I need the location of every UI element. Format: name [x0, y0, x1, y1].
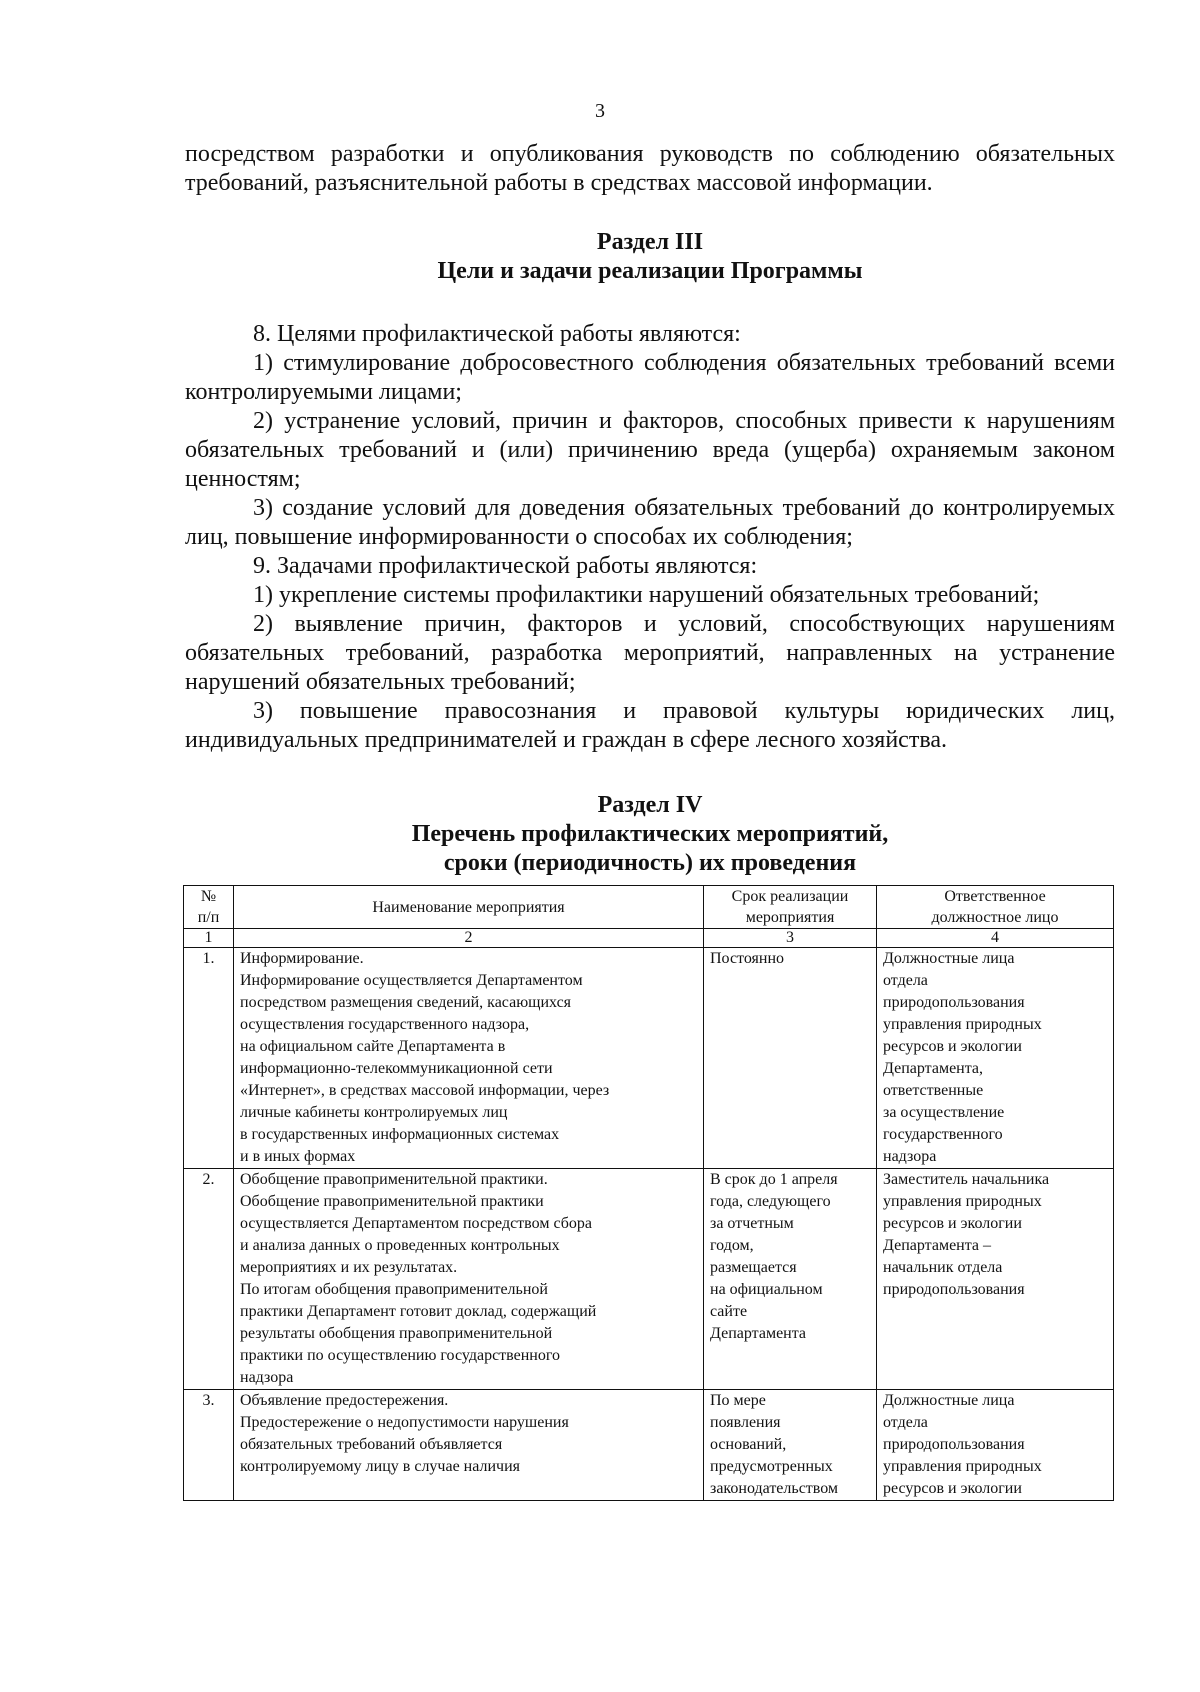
measure-responsible-line: ресурсов и экологии	[883, 1480, 1022, 1497]
measure-responsible-line: Заместитель начальника	[883, 1171, 1050, 1188]
table-row	[184, 948, 1114, 1169]
measure-name-line: информационно-телекоммуникационной сети	[240, 1060, 553, 1077]
measure-name-line: практики по осуществлению государственного	[240, 1347, 561, 1364]
measure-responsible-line: ответственные	[883, 1082, 984, 1099]
measure-term-line: сайте	[710, 1303, 748, 1320]
column-number: 4	[877, 929, 1114, 948]
measure-name-line: в государственных информационных системах	[240, 1126, 560, 1143]
measure-term	[704, 948, 877, 1169]
measure-name-line: По итогам обобщения правоприменительной	[240, 1281, 548, 1298]
measure-responsible-line: управления природных	[883, 1193, 1042, 1210]
measure-name-line: посредством размещения сведений, касающихся	[240, 994, 572, 1011]
section-4-title-line-2: сроки (периодичность) их проведения	[443, 850, 857, 876]
measure-name-line: на официальном сайте Департамента в	[240, 1038, 506, 1055]
measure-name-line: личные кабинеты контролируемых лиц	[240, 1104, 508, 1121]
table-row	[184, 1169, 1114, 1390]
measure-responsible-line: Департамента –	[883, 1237, 992, 1254]
column-number: 3	[704, 929, 877, 948]
measure-name-line: Объявление предостережения.	[240, 1392, 449, 1409]
measure-responsible-line: государственного	[883, 1126, 1003, 1143]
measure-responsible-line: начальник отдела	[883, 1259, 1003, 1276]
header-responsible: Ответственное должностное лицо	[877, 886, 1114, 929]
measure-responsible-line: надзора	[883, 1148, 937, 1165]
section-4-header	[185, 791, 1115, 878]
row-number: 3.	[184, 1390, 234, 1501]
measure-name-line: Информирование.	[240, 950, 364, 967]
document-body	[185, 140, 1115, 910]
measure-name-line: «Интернет», в средствах массовой информации, через	[240, 1082, 610, 1099]
measure-term-line: на официальном	[710, 1281, 823, 1298]
measure-name-line: Информирование осуществляется Департаментом	[240, 972, 583, 989]
paragraph-9: 9. Задачами профилактической работы являются:	[253, 553, 758, 579]
header-name: Наименование мероприятия	[234, 886, 704, 929]
table-header-row	[184, 886, 1114, 929]
measure-term-line: появления	[710, 1414, 781, 1431]
intro-line-1: посредством разработки и опубликования руководств по соблюдению обязательных	[185, 141, 1115, 167]
measure-term	[704, 1169, 877, 1390]
measure-term-line: оснований,	[710, 1436, 787, 1453]
section-4-title-line-1: Перечень профилактических мероприятий,	[411, 821, 889, 847]
measure-name-line: Предостережение о недопустимости нарушения	[240, 1414, 569, 1431]
measure-term-line: законодательством	[710, 1480, 839, 1497]
intro-line-2: требований, разъяснительной работы в средствах массовой информации.	[185, 170, 933, 196]
section-4-heading: Раздел IV	[597, 792, 703, 818]
paragraph-8: 8. Целями профилактической работы являются:	[253, 321, 741, 347]
measure-term-line: за отчетным	[710, 1215, 794, 1232]
row-number: 2.	[184, 1169, 234, 1390]
measure-responsible-line: Должностные лица	[883, 1392, 1015, 1409]
measure-responsible-line: Должностные лица	[883, 950, 1015, 967]
measure-name-line: Обобщение правоприменительной практики.	[240, 1171, 548, 1188]
header-num: № п/п	[184, 886, 234, 929]
measure-term-line: года, следующего	[710, 1193, 831, 1210]
section-3-header	[185, 228, 1115, 286]
column-number: 2	[234, 929, 704, 948]
measure-term-line: размещается	[710, 1259, 797, 1276]
measure-responsible-line: природопользования	[883, 1436, 1025, 1453]
measure-responsible-line: природопользования	[883, 994, 1025, 1011]
measure-name-line: осуществляется Департаментом посредством сбора	[240, 1215, 592, 1232]
measure-responsible-line: за осуществление	[883, 1104, 1005, 1121]
column-number-row	[184, 929, 1114, 948]
measure-term-line: Департамента	[710, 1325, 807, 1342]
measure-responsible-line: отдела	[883, 972, 928, 989]
paragraph-8-item-3: 3) создание условий для доведения обязательных требований до контролируемых лиц, повышение информированности о способах их соблюдения;	[185, 495, 1115, 550]
paragraph-8-item-1: 1) стимулирование добросовестного соблюдения обязательных требований всеми контролируемыми лицами;	[185, 350, 1115, 405]
header-term: Срок реализации мероприятия	[704, 886, 877, 929]
measures-table	[183, 885, 1114, 1501]
section-3-heading: Раздел III	[596, 229, 704, 255]
page-number: 3	[595, 100, 605, 122]
measure-name-line: и анализа данных о проведенных контрольных	[240, 1237, 560, 1254]
measure-name-line: практики Департамент готовит доклад, содержащий	[240, 1303, 597, 1320]
measure-responsible-line: отдела	[883, 1414, 928, 1431]
measure-responsible	[877, 1390, 1114, 1501]
measure-term	[704, 1390, 877, 1501]
measure-responsible	[877, 948, 1114, 1169]
measure-name	[234, 948, 704, 1169]
measure-name-line: и в иных формах	[240, 1148, 356, 1165]
intro-paragraph	[185, 140, 1115, 198]
measure-term-line: Постоянно	[710, 950, 785, 967]
paragraph-9-item-2: 2) выявление причин, факторов и условий, способствующих нарушениям обязательных требований, разработка мероприятий, направленных на устранение нарушений обязательных требований;	[185, 611, 1115, 695]
paragraph-9-item-3: 3) повышение правосознания и правовой культуры юридических лиц, индивидуальных предпринимателей и граждан в сфере лесного хозяйства.	[185, 698, 1115, 753]
column-number: 1	[184, 929, 234, 948]
measure-name-line: обязательных требований объявляется	[240, 1436, 503, 1453]
table-row	[184, 1390, 1114, 1501]
section-3-title: Цели и задачи реализации Программы	[437, 258, 863, 284]
measure-name-line: контролируемому лицу в случае наличия	[240, 1458, 520, 1475]
measure-name-line: мероприятиях и их результатах.	[240, 1259, 458, 1276]
measure-name-line: Обобщение правоприменительной практики	[240, 1193, 544, 1210]
measure-responsible-line: природопользования	[883, 1281, 1025, 1298]
table-body	[184, 948, 1114, 1501]
measure-name-line: надзора	[240, 1369, 294, 1386]
measure-responsible	[877, 1169, 1114, 1390]
paragraph-8-item-2: 2) устранение условий, причин и факторов, способных привести к нарушениям обязательных требований и (или) причинению вреда (ущерба) охраняемым законом ценностям;	[185, 408, 1115, 492]
measure-term-line: По мере	[710, 1392, 766, 1409]
measure-name	[234, 1169, 704, 1390]
measure-responsible-line: ресурсов и экологии	[883, 1038, 1022, 1055]
measure-name-line: результаты обобщения правоприменительной	[240, 1325, 553, 1342]
paragraph-9-item-1: 1) укрепление системы профилактики нарушений обязательных требований;	[253, 582, 1040, 608]
measure-responsible-line: управления природных	[883, 1458, 1042, 1475]
measure-name	[234, 1390, 704, 1501]
measure-term-line: В срок до 1 апреля	[710, 1171, 838, 1188]
measure-name-line: осуществления государственного надзора,	[240, 1016, 530, 1033]
measure-term-line: предусмотренных	[710, 1458, 833, 1475]
row-number: 1.	[184, 948, 234, 1169]
measure-responsible-line: управления природных	[883, 1016, 1042, 1033]
measure-responsible-line: Департамента,	[883, 1060, 984, 1077]
measure-responsible-line: ресурсов и экологии	[883, 1215, 1022, 1232]
measure-term-line: годом,	[710, 1237, 754, 1254]
